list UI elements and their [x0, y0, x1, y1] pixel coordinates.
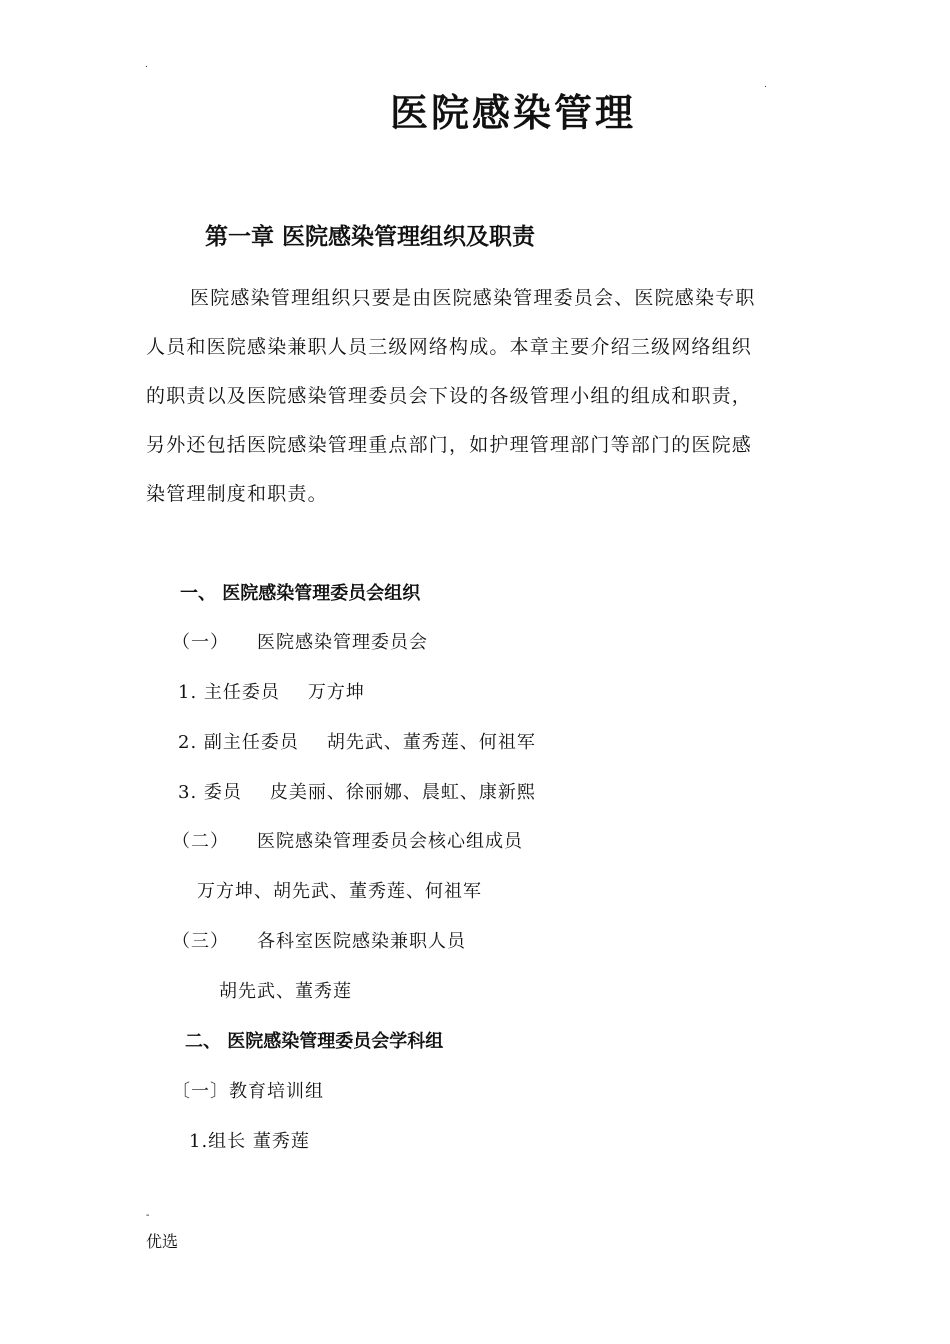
intro-line: 医院感染管理组织只要是由医院感染管理委员会、医院感染专职: [190, 287, 756, 309]
subsection-title: 医院感染管理委员会核心组成员: [257, 831, 523, 852]
footer-label: 优选: [146, 1232, 179, 1251]
intro-line: 另外还包括医院感染管理重点部门，如护理管理部门等部门的医院感: [146, 434, 753, 456]
section-heading: 一、 医院感染管理委员会组织: [180, 583, 421, 604]
header-mark-left: .: [145, 60, 148, 70]
member-names: 胡先武、董秀莲、何祖军: [326, 732, 536, 753]
member-names: 万方坤、胡先武、董秀莲、何祖军: [197, 881, 482, 902]
document-title: 医院感染管理: [390, 91, 637, 135]
member-row: [178, 728, 536, 754]
intro-paragraph: [146, 274, 810, 519]
member-row: [178, 778, 536, 804]
group-leader: 1.组长 董秀莲: [189, 1131, 310, 1152]
member-names: 万方坤: [307, 682, 365, 703]
subsection-heading: [172, 927, 466, 953]
member-row: [178, 678, 365, 704]
member-names: 胡先武、董秀莲: [219, 981, 352, 1002]
member-names: 皮美丽、徐丽娜、晨虹、康新熙: [269, 782, 536, 803]
subsection-heading: [172, 827, 523, 853]
subsection-title: 各科室医院感染兼职人员: [257, 931, 466, 952]
chapter-heading: 第一章 医院感染管理组织及职责: [205, 224, 536, 250]
intro-line: 的职责以及医院感染管理委员会下设的各级管理小组的组成和职责，: [146, 385, 753, 407]
member-role: 2. 副主任委员: [178, 732, 299, 753]
intro-line: 染管理制度和职责。: [146, 483, 328, 505]
subsection-heading: [172, 628, 428, 654]
subsection-label: （三）: [172, 931, 229, 952]
subsection-label: （二）: [172, 831, 229, 852]
intro-line: 人员和医院感染兼职人员三级网络构成。本章主要介绍三级网络组织: [146, 336, 753, 358]
subsection-label: （一）: [172, 632, 229, 653]
subsection-title: 〔一〕教育培训组: [172, 1081, 324, 1102]
member-role: 3. 委员: [178, 782, 242, 803]
section-heading: 二、 医院感染管理委员会学科组: [185, 1031, 444, 1052]
member-role: 1. 主任委员: [178, 682, 280, 703]
header-mark-right: .: [764, 80, 767, 90]
subsection-title: 医院感染管理委员会: [257, 632, 428, 653]
footer-dash: -: [146, 1210, 150, 1221]
